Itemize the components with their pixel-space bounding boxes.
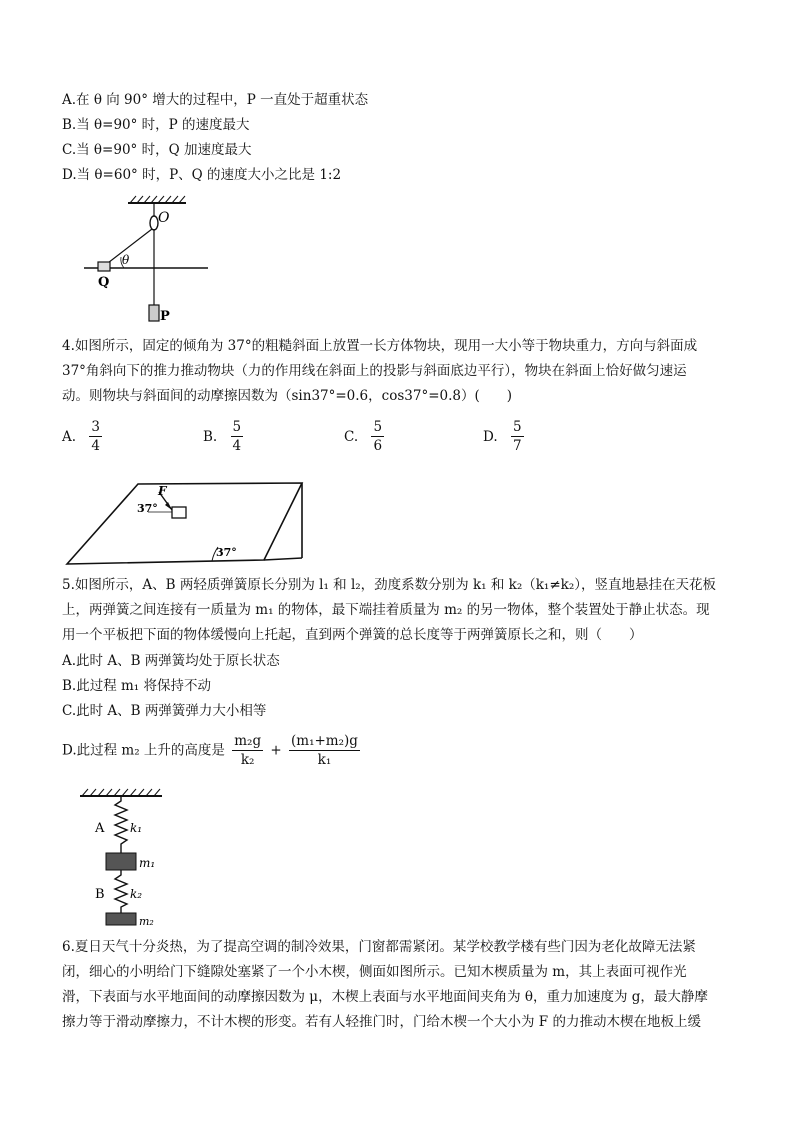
denominator: k₂ xyxy=(240,752,255,768)
label-o: O xyxy=(158,210,170,226)
q5-stem xyxy=(62,573,732,648)
option-label: A. xyxy=(62,428,77,445)
q4-stem-line: 动。则物块与斜面间的动摩擦因数为（sin37°=0.6，cos37°=0.8）( ) xyxy=(62,388,513,404)
q6-stem-line: 6.夏日天气十分炎热，为了提高空调的制冷效果，门窗都需紧闭。某学校教学楼有些门因为老化故障无法紧 xyxy=(62,939,696,955)
q5-option-a: A.此时 A、B 两弹簧均处于原长状态 xyxy=(62,653,280,669)
q4-option-d xyxy=(483,418,527,455)
q3-option-b: B.当 θ=90° 时，P 的速度最大 xyxy=(62,117,250,133)
fraction xyxy=(89,418,102,455)
label-angle-base: 37° xyxy=(216,546,237,559)
label-q: Q xyxy=(98,275,110,290)
q6-stem-line: 闭，细心的小明给门下缝隙处塞紧了一个小木楔，侧面如图所示。已知木楔质量为 m，其上表面可视作光 xyxy=(62,964,687,980)
fraction xyxy=(371,418,384,455)
option-label: C. xyxy=(344,428,359,445)
q5-stem-line: 上，两弹簧之间连接有一质量为 m₁ 的物体，最下端挂着质量为 m₂ 的另一物体，整个装置处于静止状态。现 xyxy=(62,602,710,618)
numerator: (m₁+m₂)g xyxy=(291,733,358,749)
plus-sign: + xyxy=(270,742,282,759)
q5-stem-line: 5.如图所示，A、B 两轻质弹簧原长分别为 l₁ 和 l₂，劲度系数分别为 k₁ 和 k₂（k₁≠k₂），竖直地悬挂在天花板 xyxy=(62,577,716,593)
q3-option-c: C.当 θ=90° 时，Q 加速度最大 xyxy=(62,142,252,158)
numerator: 3 xyxy=(91,419,100,435)
q5-option-c: C.此时 A、B 两弹簧弹力大小相等 xyxy=(62,703,267,719)
label-spring-b: B xyxy=(95,887,105,902)
option-text: D.此过程 m₂ 上升的高度是 xyxy=(62,742,225,759)
fraction xyxy=(232,732,263,769)
q5-spring-figure xyxy=(76,785,206,930)
option-label: D. xyxy=(483,428,498,445)
label-spring-a: A xyxy=(95,821,105,836)
q4-stem-line: 37°角斜向下的推力推动物块（力的作用线在斜面上的投影与斜面底边平行），物块在斜面上恰好做匀速运 xyxy=(62,363,687,379)
label-k1: k₁ xyxy=(130,821,143,835)
label-m2: m₂ xyxy=(139,915,154,928)
q4-stem-line: 4.如图所示，固定的倾角为 37°的粗糙斜面上放置一长方体物块，现用一大小等于物块重力，方向与斜面成 xyxy=(62,338,698,354)
fraction xyxy=(231,418,244,455)
label-m1: m₁ xyxy=(139,856,156,870)
option-label: B. xyxy=(203,428,218,445)
q4-option-c xyxy=(344,418,387,455)
q4-stem xyxy=(62,334,732,409)
q4-option-a xyxy=(62,418,105,455)
q4-incline-figure xyxy=(64,474,314,569)
label-theta: θ xyxy=(122,253,130,267)
denominator: 6 xyxy=(373,438,383,454)
denominator: 7 xyxy=(512,438,522,454)
label-force-f: F xyxy=(158,484,167,498)
denominator: 4 xyxy=(91,438,100,454)
q3-option-d: D.当 θ=60° 时，P、Q 的速度大小之比是 1:2 xyxy=(62,167,342,183)
label-k2: k₂ xyxy=(130,887,143,901)
q5-option-b: B.此过程 m₁ 将保持不动 xyxy=(62,678,212,694)
q3-option-a: A.在 θ 向 90° 增大的过程中，P 一直处于超重状态 xyxy=(62,92,369,108)
q4-option-b xyxy=(203,418,246,455)
q3-pulley-figure xyxy=(76,193,221,328)
q6-stem-line: 滑，下表面与水平地面间的动摩擦因数为 μ，木楔上表面与水平地面间夹角为 θ，重力加速度为 g，最大静摩 xyxy=(62,989,708,1005)
label-p: P xyxy=(160,309,170,324)
denominator: 4 xyxy=(232,438,242,454)
label-angle-top: 37° xyxy=(137,502,158,515)
numerator: 5 xyxy=(512,419,522,435)
numerator: m₂g xyxy=(234,733,262,749)
q5-stem-line: 用一个平板把下面的物体缓慢向上托起，直到两个弹簧的总长度等于两弹簧原长之和，则（ ） xyxy=(62,627,643,643)
q6-stem xyxy=(62,935,732,1035)
q5-option-d xyxy=(62,732,363,769)
denominator: k₁ xyxy=(317,752,332,768)
fraction xyxy=(511,418,524,455)
q6-stem-line: 擦力等于滑动摩擦力，不计木楔的形变。若有人轻推门时，门给木楔一个大小为 F 的力推动木楔在地板上缓 xyxy=(62,1014,701,1030)
numerator: 5 xyxy=(373,419,383,435)
fraction xyxy=(289,732,360,769)
numerator: 5 xyxy=(232,419,242,435)
